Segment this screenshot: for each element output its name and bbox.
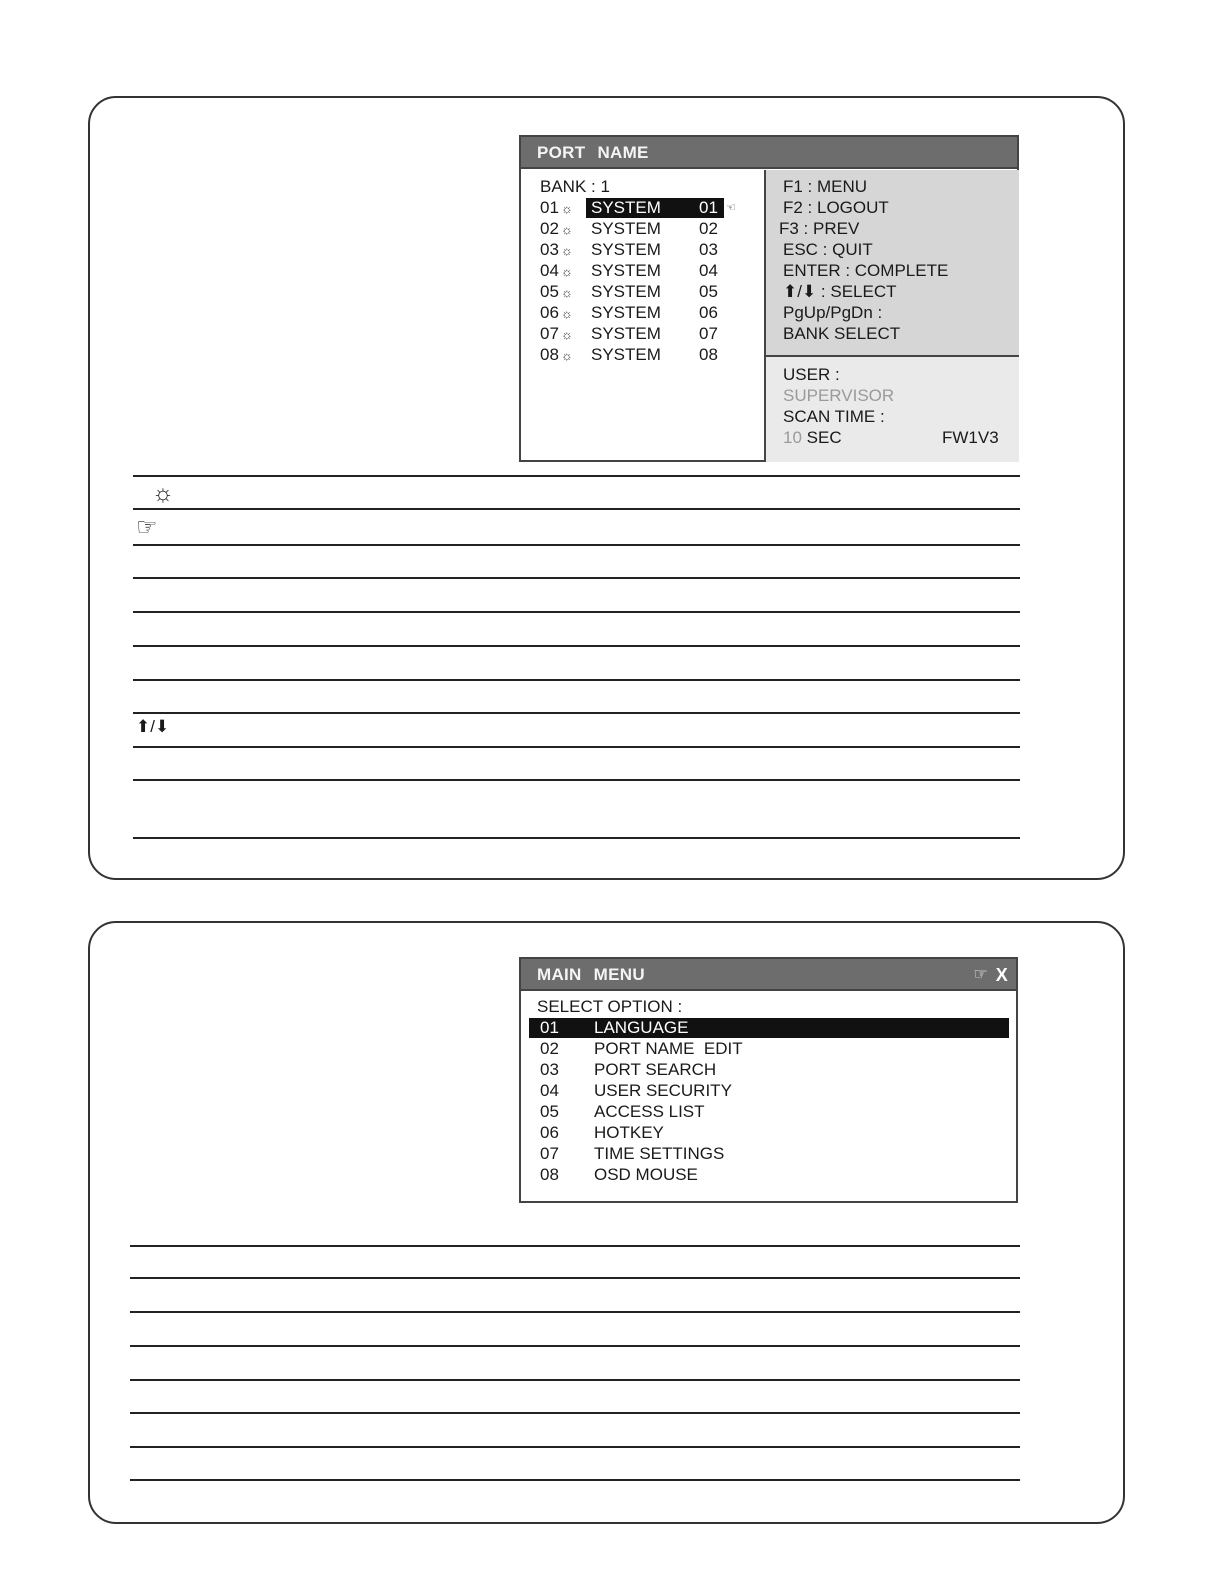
menu-item-number: 05	[540, 1102, 559, 1121]
port-id: 06	[699, 303, 718, 322]
table-divider	[130, 1345, 1020, 1347]
osd-title-word2: NAME	[597, 143, 649, 162]
close-button[interactable]: X	[995, 965, 1008, 985]
port-name-field[interactable]	[586, 324, 724, 344]
port-name: SYSTEM	[591, 261, 661, 280]
port-row[interactable]	[540, 345, 755, 366]
osd-title-bar	[521, 959, 1016, 991]
osd-title-word1: PORT	[537, 143, 586, 162]
select-option-prompt: SELECT OPTION :	[537, 997, 683, 1016]
port-id: 01	[699, 198, 718, 217]
pointing-hand-icon: ☜	[726, 202, 736, 214]
port-number: 01	[540, 198, 559, 217]
help-line: ESC : QUIT	[783, 240, 873, 259]
port-name: SYSTEM	[591, 240, 661, 259]
menu-item-label: TIME SETTINGS	[594, 1144, 725, 1163]
pointing-hand-icon: ☞	[136, 514, 158, 541]
menu-item-number: 03	[540, 1060, 559, 1079]
port-row[interactable]	[540, 198, 755, 219]
port-name-field[interactable]	[586, 261, 724, 281]
main-menu-osd-window	[519, 957, 1018, 1203]
table-divider	[133, 779, 1020, 781]
menu-item-number: 04	[540, 1081, 559, 1100]
port-name: SYSTEM	[591, 324, 661, 343]
menu-item-label: LANGUAGE	[594, 1018, 689, 1037]
menu-item-number: 08	[540, 1165, 559, 1184]
table-divider	[130, 1412, 1020, 1414]
user-info-panel	[764, 357, 1019, 462]
menu-item-label: ACCESS LIST	[594, 1102, 705, 1121]
scan-time-label: SCAN TIME :	[783, 407, 885, 426]
menu-item-label: OSD MOUSE	[594, 1165, 698, 1184]
help-line: ⬆/⬇ : SELECT	[783, 282, 897, 301]
port-number: 03	[540, 240, 559, 259]
sun-icon: ☼	[560, 327, 573, 342]
scan-time-unit: SEC	[806, 428, 842, 447]
user-value: SUPERVISOR	[783, 386, 895, 405]
help-line: F3 : PREV	[779, 219, 860, 238]
menu-item[interactable]	[529, 1081, 1009, 1101]
help-line: BANK SELECT	[783, 324, 901, 343]
port-name-field[interactable]	[586, 198, 724, 218]
port-name-osd-window	[519, 135, 1019, 462]
osd-title-word1: MAIN	[537, 965, 582, 984]
table-divider	[133, 679, 1020, 681]
menu-item[interactable]	[529, 1018, 1009, 1038]
menu-item[interactable]	[529, 1102, 1009, 1122]
port-row[interactable]	[540, 282, 755, 303]
scan-time-number: 10	[783, 428, 802, 447]
table-divider	[133, 544, 1020, 546]
help-panel	[764, 170, 1019, 357]
menu-item-label: HOTKEY	[594, 1123, 664, 1142]
port-row[interactable]	[540, 324, 755, 345]
menu-item[interactable]	[529, 1060, 1009, 1080]
port-id: 04	[699, 261, 718, 280]
menu-item[interactable]	[529, 1039, 1009, 1059]
port-name: SYSTEM	[591, 345, 661, 364]
table-divider	[130, 1446, 1020, 1448]
menu-item-label: PORT SEARCH	[594, 1060, 717, 1079]
sun-icon: ☼	[560, 201, 573, 216]
port-number: 05	[540, 282, 559, 301]
port-row[interactable]	[540, 261, 755, 282]
sun-icon: ☼	[560, 285, 573, 300]
table-divider	[130, 1479, 1020, 1481]
bank-label: BANK : 1	[540, 177, 610, 196]
port-id: 08	[699, 345, 718, 364]
table-divider	[133, 508, 1020, 510]
port-id: 02	[699, 219, 718, 238]
menu-item-number: 02	[540, 1039, 559, 1058]
menu-item-number: 07	[540, 1144, 559, 1163]
scan-time-value	[783, 428, 842, 448]
port-name-field[interactable]	[586, 303, 724, 323]
port-name: SYSTEM	[591, 282, 661, 301]
table-divider	[133, 611, 1020, 613]
help-line: PgUp/PgDn :	[783, 303, 883, 322]
sun-icon: ☼	[560, 243, 573, 258]
sun-icon: ☼	[560, 348, 573, 363]
arrows-up-down-icon: ⬆/⬇	[136, 717, 170, 736]
table-divider	[133, 746, 1020, 748]
table-divider	[130, 1245, 1020, 1247]
sun-icon: ☼	[560, 306, 573, 321]
table-divider	[130, 1379, 1020, 1381]
port-name: SYSTEM	[591, 219, 661, 238]
port-name-field[interactable]	[586, 345, 724, 365]
firmware-version: FW1V3	[942, 428, 999, 447]
table-divider	[130, 1277, 1020, 1279]
port-id: 05	[699, 282, 718, 301]
sun-icon: ☼	[560, 222, 573, 237]
port-number: 04	[540, 261, 559, 280]
help-line: F2 : LOGOUT	[783, 198, 889, 217]
port-name-field[interactable]	[586, 219, 724, 239]
port-number: 08	[540, 345, 559, 364]
port-name-field[interactable]	[586, 240, 724, 260]
port-number: 06	[540, 303, 559, 322]
port-name: SYSTEM	[591, 198, 661, 217]
table-divider	[133, 712, 1020, 714]
port-row[interactable]	[540, 303, 755, 324]
port-row[interactable]	[540, 219, 755, 240]
help-line: ENTER : COMPLETE	[783, 261, 949, 280]
pointing-hand-icon[interactable]: ☞	[973, 966, 988, 983]
table-divider	[133, 645, 1020, 647]
table-divider	[133, 837, 1020, 839]
menu-item[interactable]	[529, 1144, 1009, 1164]
port-name: SYSTEM	[591, 303, 661, 322]
sun-icon: ☼	[152, 480, 174, 507]
menu-item-label: PORT NAME EDIT	[594, 1039, 743, 1058]
port-number: 07	[540, 324, 559, 343]
table-divider	[133, 475, 1020, 477]
menu-item[interactable]	[529, 1165, 1009, 1185]
table-divider	[133, 577, 1020, 579]
menu-item-number: 01	[540, 1018, 559, 1037]
port-name-field[interactable]	[586, 282, 724, 302]
menu-item-label: USER SECURITY	[594, 1081, 732, 1100]
osd-title-word2: MENU	[593, 965, 645, 984]
sun-icon: ☼	[560, 264, 573, 279]
port-id: 07	[699, 324, 718, 343]
menu-item-number: 06	[540, 1123, 559, 1142]
user-label: USER :	[783, 365, 840, 384]
help-line: F1 : MENU	[783, 177, 868, 196]
osd-title-bar	[521, 137, 1017, 169]
port-row[interactable]	[540, 240, 755, 261]
port-number: 02	[540, 219, 559, 238]
port-id: 03	[699, 240, 718, 259]
table-divider	[130, 1311, 1020, 1313]
menu-item[interactable]	[529, 1123, 1009, 1143]
